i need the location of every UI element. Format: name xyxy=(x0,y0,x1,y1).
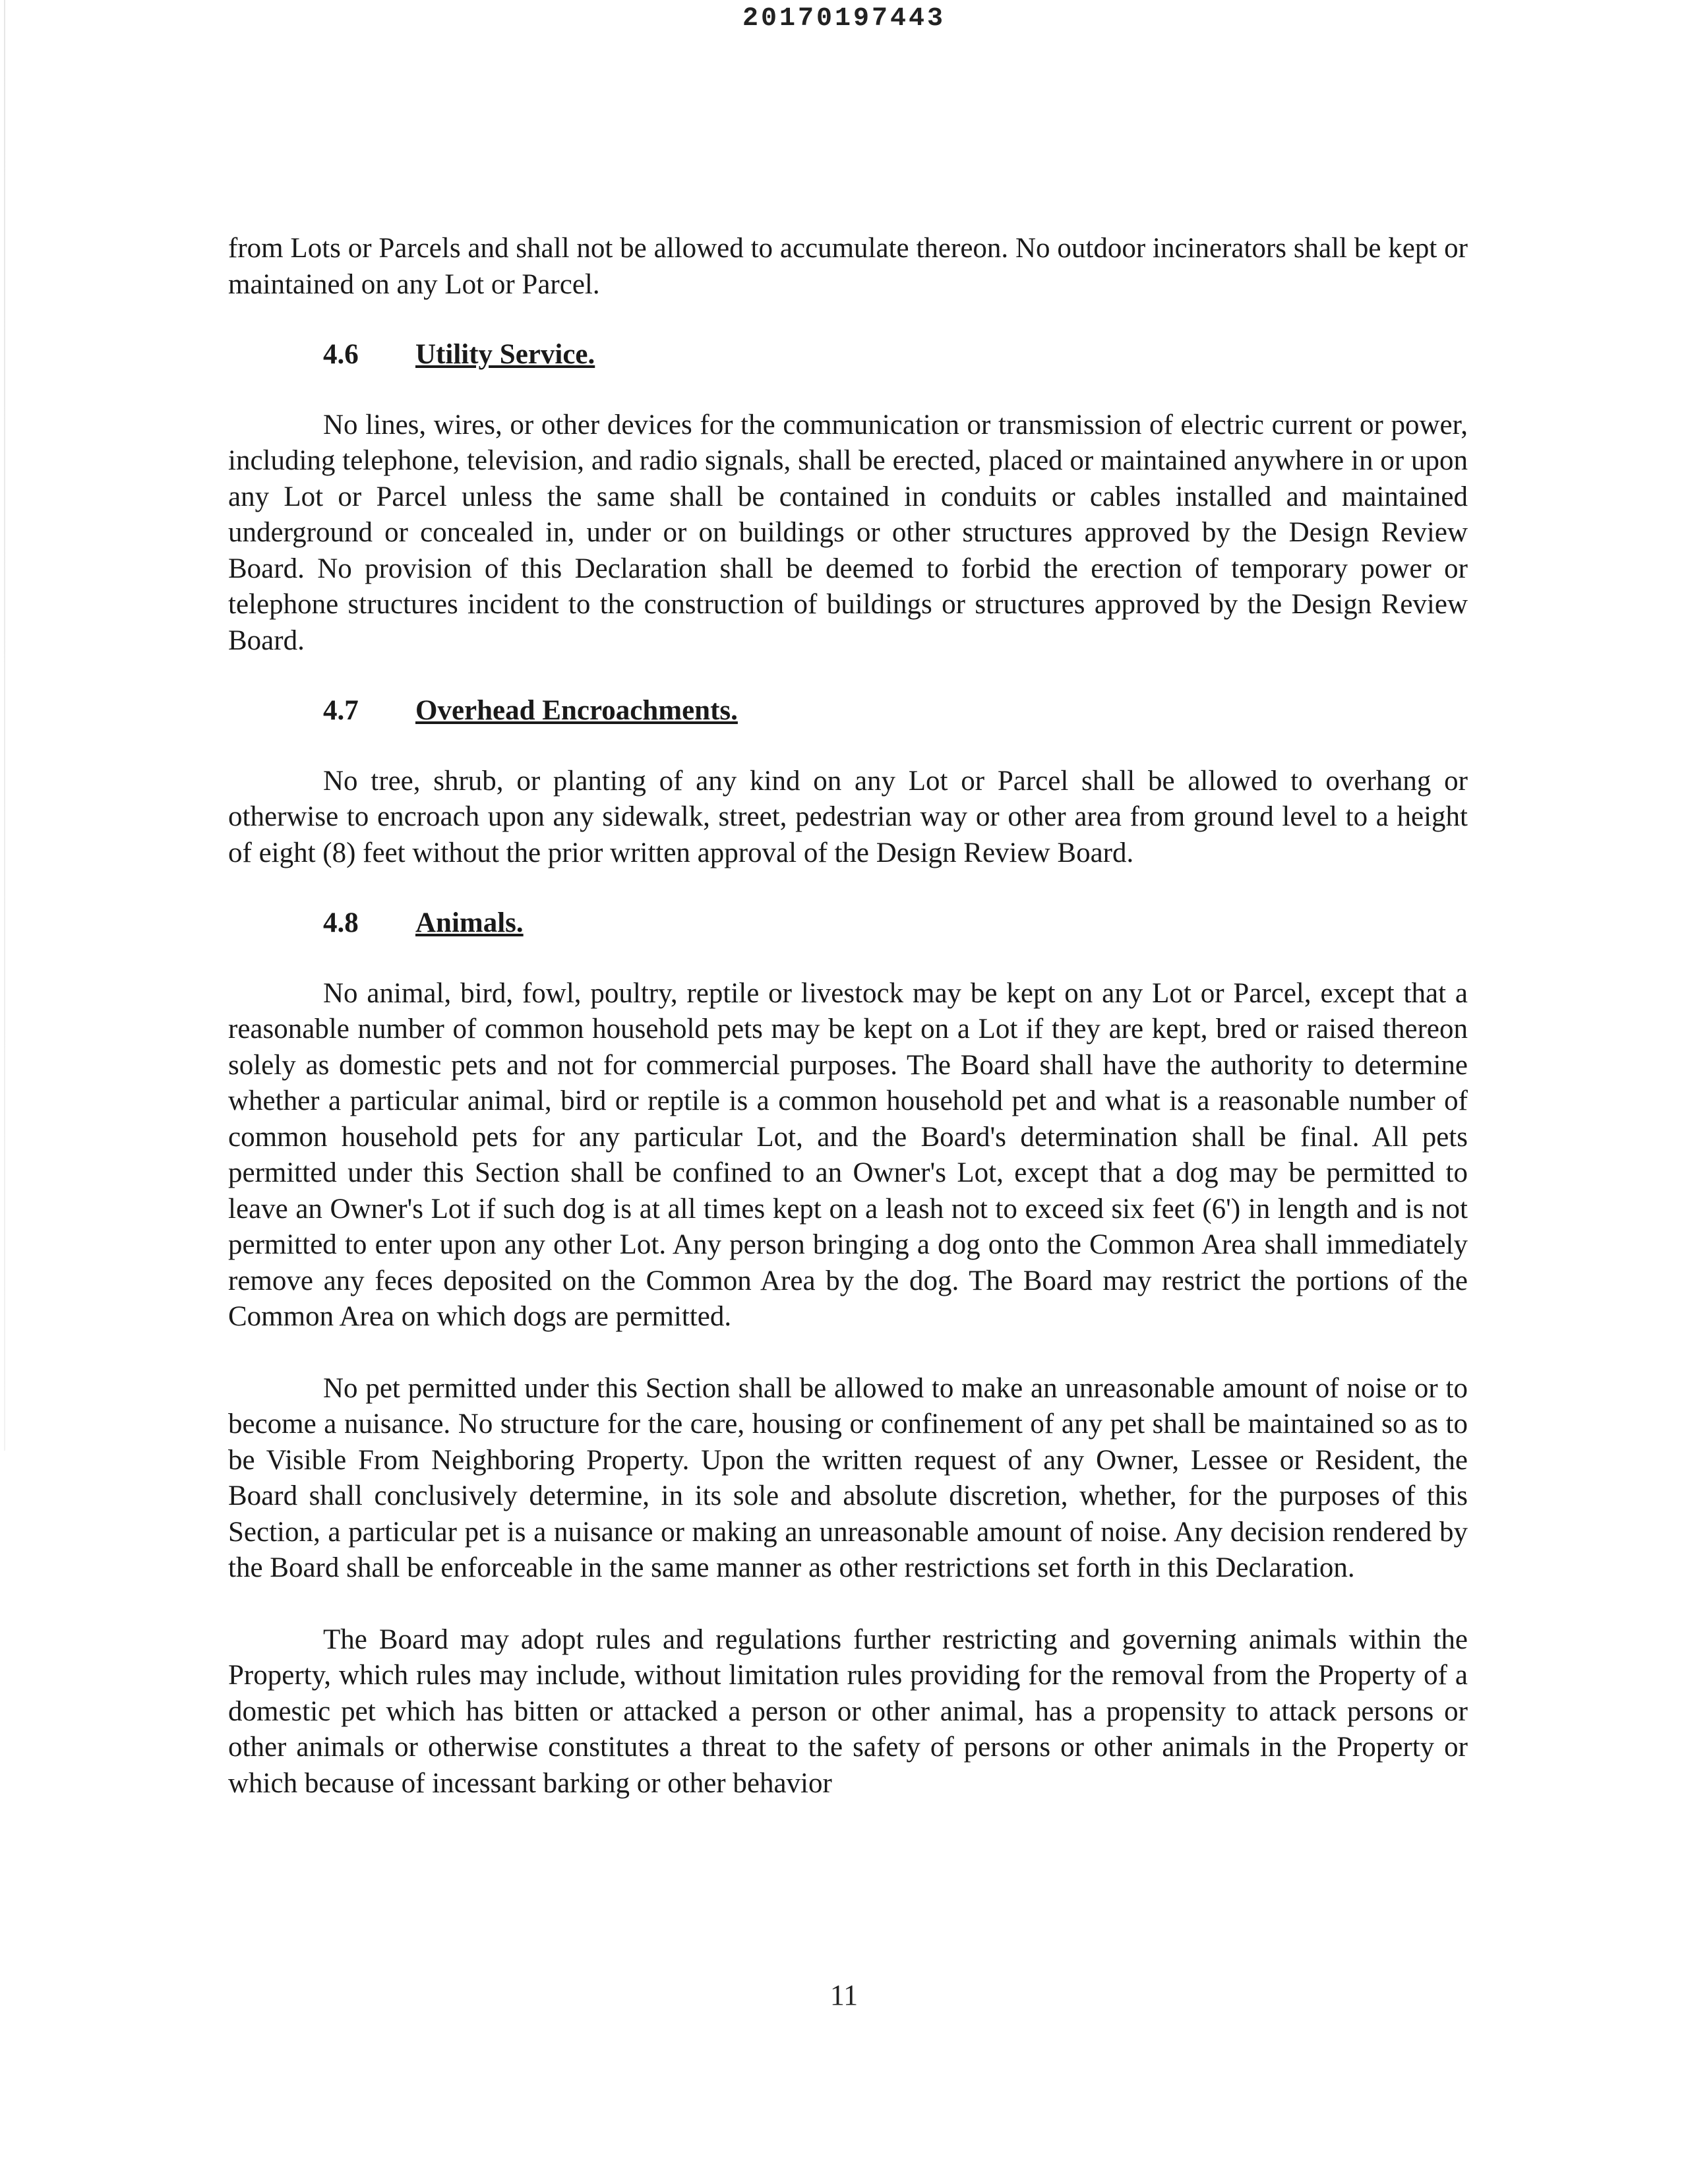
section-title: Utility Service. xyxy=(415,339,595,370)
animals-paragraph-3: The Board may adopt rules and regulations further restricting and governing animals within the Property, which rules may include, without limitation rules providing for the removal from the Property of a domestic pet which has bitten or attacked a person or other animal, has a propensity to attack persons or other animals or otherwise constitutes a threat to the safety of persons or other animals in the Property or which because of incessant barking or other behavior xyxy=(228,1623,1468,1799)
section-number: 4.7 xyxy=(323,695,359,726)
opening-paragraph: from Lots or Parcels and shall not be allowed to accumulate thereon. No outdoor incinerators shall be kept or maintained on any Lot or Parcel. xyxy=(228,233,1468,300)
section-heading-utility-service xyxy=(323,337,1468,373)
page-number: 11 xyxy=(829,1979,859,2011)
section-number: 4.8 xyxy=(323,907,359,938)
scan-edge-artifact xyxy=(4,0,5,1451)
overhead-encroachments-paragraph: No tree, shrub, or planting of any kind on any Lot or Parcel shall be allowed to overhang or otherwise to encroach upon any sidewalk, street, pedestrian way or other area from ground level to a height of eight (8) feet without the prior written approval of the Design Review Board. xyxy=(228,765,1468,868)
section-title: Animals. xyxy=(415,907,524,938)
animals-paragraph-2: No pet permitted under this Section shall be allowed to make an unreasonable amount of noise or to become a nuisance. No structure for the care, housing or confinement of any pet shall be maintained so as to be Visible From Neighboring Property. Upon the written request of any Owner, Lessee or Resident, the Board shall conclusively determine, in its sole and absolute discretion, whether, for the purposes of this Section, a particular pet is a nuisance or making an unreasonable amount of noise. Any decision rendered by the Board shall be enforceable in the same manner as other restrictions set forth in this Declaration. xyxy=(228,1372,1468,1583)
section-heading-overhead-encroachments xyxy=(323,693,1468,729)
document-number: 20170197443 xyxy=(742,4,946,34)
section-title: Overhead Encroachments. xyxy=(415,695,738,726)
animals-paragraph-1: No animal, bird, fowl, poultry, reptile or livestock may be kept on any Lot or Parcel, except that a reasonable number of common household pets may be kept on a Lot if they are kept, bred or raised thereon solely as domestic pets and not for commercial purposes. The Board shall have the authority to determine whether a particular animal, bird or reptile is a common household pet and what is a reasonable number of common household pets for any particular Lot, and the Board's determination shall be final. All pets permitted under this Section shall be confined to an Owner's Lot, except that a dog may be permitted to leave an Owner's Lot if such dog is at all times kept on a leash not to exceed six feet (6') in length and is not permitted to enter upon any other Lot. Any person bringing a dog onto the Common Area shall immediately remove any feces deposited on the Common Area by the dog. The Board may restrict the portions of the Common Area on which dogs are permitted. xyxy=(228,977,1468,1332)
document-body xyxy=(228,231,1468,1802)
section-number: 4.6 xyxy=(323,339,359,370)
section-heading-animals xyxy=(323,905,1468,942)
utility-service-paragraph: No lines, wires, or other devices for the communication or transmission of electric current or power, including telephone, television, and radio signals, shall be erected, placed or maintained anywhere in or upon any Lot or Parcel unless the same shall be contained in conduits or cables installed and maintained underground or concealed in, under or on buildings or other structures approved by the Design Review Board. No provision of this Declaration shall be deemed to forbid the erection of temporary power or telephone structures incident to the construction of buildings or structures approved by the Design Review Board. xyxy=(228,409,1468,656)
